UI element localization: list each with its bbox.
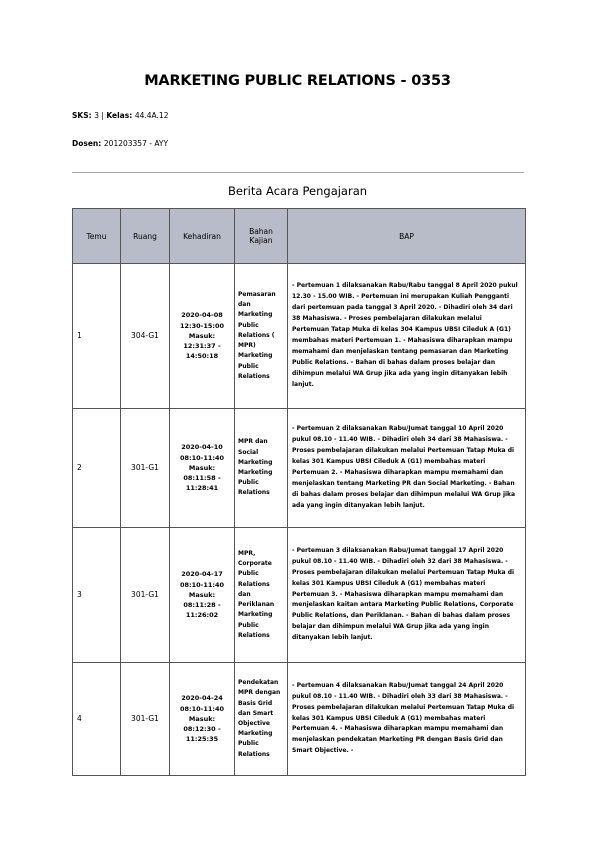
header-ruang: Ruang [121, 209, 170, 264]
header-bahan-kajian: Bahan Kajian [235, 209, 288, 264]
sks-label: SKS [72, 111, 89, 120]
kelas-label: Kelas [106, 111, 130, 120]
table-row [73, 663, 526, 776]
dosen-line: Dosen: 201203357 - AYY [72, 139, 169, 148]
cell-temu: 4 [73, 663, 121, 776]
dosen-value: 201203357 - AYY [103, 139, 169, 148]
header-temu: Temu [73, 209, 121, 264]
cell-bahan-kajian: MPR dan Social Marketing Marketing Public Relations [235, 409, 288, 528]
cell-ruang: 301-G1 [121, 528, 170, 663]
cell-bap: - Pertemuan 3 dilaksanakan Rabu/Jumat tanggal 17 April 2020 pukul 08.10 - 11.40 WIB. - Dihadiri oleh 32 dari 38 Mahasiswa. - Proses pembelajaran dilakukan melalui Pertemuan Tatap Muka di kelas 301 Kampus UBSI Cileduk A (G1) membahas materi Pertemuan 3. - Mahasiswa diharapkan mampu memahami dan menjelaskan kaitan antara Marketing Public Relations, Corporate Public Relations, dan Periklanan. - Bahan di bahas dalam proses belajar dan dihimpun melalui WA Grup jika ada yang ingin ditanyakan lebih lanjut. [288, 528, 526, 663]
sks-value: 3 [94, 111, 100, 120]
table-row [73, 528, 526, 663]
header-bap: BAP [288, 209, 526, 264]
bap-table [72, 208, 526, 776]
table-header-row [73, 209, 526, 264]
cell-kehadiran: 2020-04-17 08:10-11:40 Masuk: 08:11:28 - 11:26:02 [170, 528, 235, 663]
cell-temu: 2 [73, 409, 121, 528]
sks-kelas-line: SKS: 3 | Kelas: 44.4A.12 [72, 111, 169, 120]
cell-kehadiran: 2020-04-10 08:10-11:40 Masuk: 08:11:58 - 11:28:41 [170, 409, 235, 528]
cell-bap: - Pertemuan 2 dilaksanakan Rabu/Jumat tanggal 10 April 2020 pukul 08.10 - 11.40 WIB. - Dihadiri oleh 34 dari 38 Mahasiswa. - Proses pembelajaran dilakukan melalui Pertemuan Tatap Muka di kelas 301 Kampus UBSI Cileduk A (G1) membahas materi Pertemuan 2. - Mahasiswa diharapkan mampu memahami dan menjelaskan tentang Marketing PR dan Social Marketing. - Bahan di bahas dalam proses belajar dan dihimpun melalui WA Grup jika ada yang ingin ditanyakan lebih lanjut. [288, 409, 526, 528]
cell-bahan-kajian: MPR, Corporate Public Relations dan Periklanan Marketing Public Relations [235, 528, 288, 663]
cell-kehadiran: 2020-04-08 12:30-15:00 Masuk: 12:31:37 - 14:50:18 [170, 264, 235, 409]
cell-bap: - Pertemuan 1 dilaksanakan Rabu/Rabu tanggal 8 April 2020 pukul 12.30 - 15.00 WIB. - Pertemuan ini merupakan Kuliah Pengganti dari pertemuan pada tanggal 3 April 2020. - Dihadiri oleh 34 dari 38 Mahasiswa. - Proses pembelajaran dilakukan melalui Pertemuan Tatap Muka di kelas 304 Kampus UBSI Cileduk A (G1) membahas materi Pertemuan 1. - Mahasiswa diharapkan mampu memahami dan menjelaskan tentang pemasaran dan Marketing Public Relations. - Bahan di bahas dalam proses belajar dan dihimpun melalui WA Grup jika ada yang ingin ditanyakan lebih lanjut. [288, 264, 526, 409]
cell-kehadiran: 2020-04-24 08:10-11:40 Masuk: 08:12:30 - 11:25:35 [170, 663, 235, 776]
cell-ruang: 301-G1 [121, 663, 170, 776]
kelas-value: 44.4A.12 [134, 111, 169, 120]
divider [72, 172, 524, 173]
section-title: Berita Acara Pengajaran [227, 184, 368, 198]
cell-ruang: 301-G1 [121, 409, 170, 528]
cell-bahan-kajian: Pemasaran dan Marketing Public Relations ( MPR) Marketing Public Relations [235, 264, 288, 409]
cell-temu: 1 [73, 264, 121, 409]
table-row [73, 409, 526, 528]
cell-bap: - Pertemuan 4 dilaksanakan Rabu/Jumat tanggal 24 April 2020 pukul 08.10 - 11.40 WIB. - Dihadiri oleh 33 dari 38 Mahasiswa. - Proses pembelajaran dilakukan melalui Pertemuan Tatap Muka di kelas 301 Kampus UBSI Cileduk A (G1) membahas materi Pertemuan 4. - Mahasiswa diharapkan mampu memahami dan menjelaskan pendekatan Marketing PR dengan Basis Grid dan Smart Objective. - [288, 663, 526, 776]
document-title: MARKETING PUBLIC RELATIONS - 0353 [144, 73, 451, 89]
table-row [73, 264, 526, 409]
cell-temu: 3 [73, 528, 121, 663]
cell-bahan-kajian: Pendekatan MPR dengan Basis Grid dan Smart Objective Marketing Public Relations [235, 663, 288, 776]
cell-ruang: 304-G1 [121, 264, 170, 409]
dosen-label: Dosen [72, 139, 99, 148]
header-kehadiran: Kehadiran [170, 209, 235, 264]
